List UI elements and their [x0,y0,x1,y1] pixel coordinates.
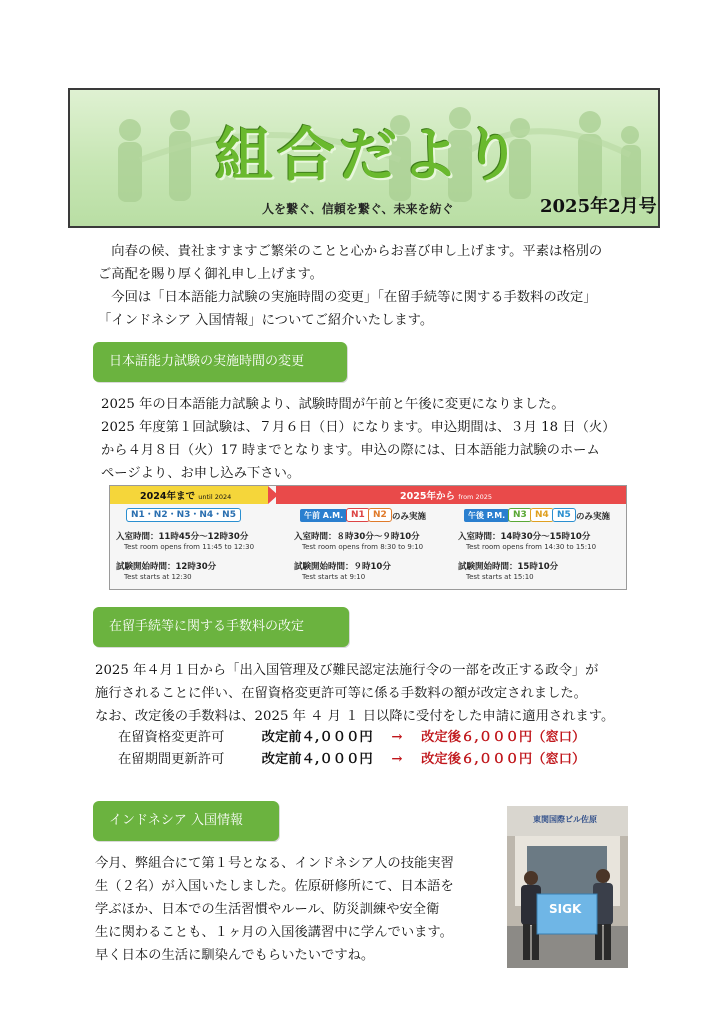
fee-before: 改定前４,０００円 [261,730,373,745]
header-banner [68,88,660,228]
old-entry-time-en: Test room opens from 11:45 to 12:30 [124,543,255,551]
section-heading-jlpt: 日本語能力試験の実施時間の変更 [93,342,347,382]
fees-body-line: なお、改定後の手数料は、2025 年 ４ 月 １ 日以降に受付をした申請に適用されます。 [95,709,615,724]
jlpt-body-line: 2025 年の日本語能力試験より、試験時間が午前と午後に変更になりました。 [101,397,565,412]
fees-body-line: 2025 年４月１日から「出入国管理及び難民認定法施行令の一部を改正する政令」が [95,663,599,678]
newsletter-title: 組合だより [215,121,526,189]
section-heading-indonesia: インドネシア 入国情報 [93,801,279,841]
old-entry-time: 入室時間：11時45分～12時30分 [116,532,249,542]
am-level-n1: N1 [346,508,370,522]
intro-text [98,240,678,332]
new-schedule-header: 2025年から from 2025 [400,491,493,502]
intro-line: 向春の候、貴社ますますご繁栄のことと心からお喜び申し上げます。平素は格別の [98,244,603,259]
am-suffix: のみ実施 [392,512,427,522]
old-levels-badge: N1・N2・N3・N4・N5 [126,508,241,522]
newsletter-slogan: 人を繋ぐ、信頼を繋ぐ、未来を紡ぐ [262,202,454,216]
pm-entry-time-en: Test room opens from 14:30 to 15:10 [466,543,597,551]
indonesia-body [95,852,495,967]
old-start-time: 試験開始時間：12時30分 [116,562,217,572]
pm-level-n3: N3 [508,508,532,522]
old-schedule-header: 2024年まで until 2024 [140,491,232,502]
intro-line: 「インドネシア 入国情報」についてご紹介いたします。 [98,313,434,328]
fee-row [118,726,585,745]
jlpt-body-line: ページより、お申し込み下さい。 [101,466,301,481]
pm-entry-time: 入室時間：14時30分～15時10分 [458,532,591,542]
pm-suffix: のみ実施 [576,512,611,522]
indonesia-body-line: 学ぶほか、日本での生活習慣やルール、防災訓練や安全衛 [95,902,440,917]
pm-label: 午後 P.M. [464,509,509,522]
indonesia-body-line: 生（２名）が入国いたしました。佐原研修所にて、日本語を [95,879,454,894]
am-start-time-en: Test starts at 9:10 [302,573,366,581]
jlpt-body-line: 2025 年度第１回試験は、７月６日（日）になります。申込期間は、３月 18 日（火） [101,420,616,435]
arrow-icon: → [391,730,403,745]
building-sign: 東関国際ビル佐原 [533,814,597,824]
old-start-time-en: Test starts at 12:30 [124,573,192,581]
fee-after: 改定後６,０００円（窓口） [421,752,586,767]
fee-before: 改定前４,０００円 [261,752,373,767]
indonesia-body-line: 今月、弊組合にて第１号となる、インドネシア人の技能実習 [95,856,454,871]
fee-name: 在留資格変更許可 [118,730,225,745]
pm-level-n4: N4 [530,508,554,522]
am-entry-time: 入室時間：８時30分～９時10分 [294,532,420,542]
section-heading-fees: 在留手続等に関する手数料の改定 [93,607,349,647]
trainees-photo [507,806,628,968]
arrow-icon: → [391,752,403,767]
fees-body [95,659,685,728]
fee-row [118,748,585,767]
am-label: 午前 A.M. [300,509,347,522]
fee-after: 改定後６,０００円（窓口） [421,730,586,745]
jlpt-body-line: から４月８日（火）17 時までとなります。申込の際には、日本語能力試験のホーム [101,443,600,458]
am-entry-time-en: Test room opens from 8:30 to 9:10 [302,543,424,551]
indonesia-body-line: 早く日本の生活に馴染んでもらいたいですね。 [95,948,375,963]
flag-text: SIGK [549,902,582,916]
pm-start-time-en: Test starts at 15:10 [466,573,534,581]
am-level-n2: N2 [368,508,392,522]
fees-body-line: 施行されることに伴い、在留資格変更許可等に係る手数料の額が改定されました。 [95,686,587,701]
intro-line: ご高配を賜り厚く御礼申し上げます。 [98,267,323,282]
pm-start-time: 試験開始時間：15時10分 [458,562,559,572]
pm-level-n5: N5 [552,508,576,522]
jlpt-body [101,393,661,485]
issue-date: 2025年2月号 [540,196,657,217]
intro-line: 今回は「日本語能力試験の実施時間の変更」「在留手続等に関する手数料の改定」 [98,290,597,305]
am-start-time: 試験開始時間：９時10分 [294,562,391,572]
indonesia-body-line: 生に関わることも、１ヶ月の入国後講習中に学んでいます。 [95,925,453,940]
fee-name: 在留期間更新許可 [118,752,225,767]
jlpt-schedule-image [109,485,627,590]
trainees-photo-graphic [507,806,628,968]
